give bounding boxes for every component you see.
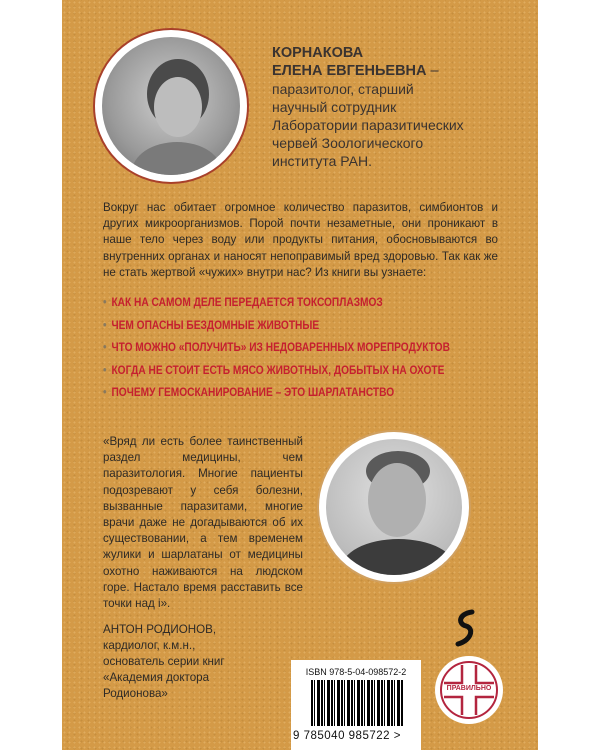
- topic-item: • ЧЕМ ОПАСНЫ БЕЗДОМНЫЕ ЖИВОТНЫЕ: [103, 317, 320, 332]
- topics-list: [103, 291, 498, 404]
- topic-item: • ПОЧЕМУ ГЕМОСКАНИРОВАНИЕ – ЭТО ШАРЛАТАНСТВО: [103, 385, 395, 400]
- author-bio-line: червей Зоологического: [272, 135, 424, 151]
- author-surname: КОРНАКОВА: [272, 45, 364, 61]
- endorsement-signature: [103, 622, 303, 702]
- endorser-title: Родионова»: [103, 687, 168, 701]
- author-info: [272, 44, 464, 170]
- author-bio-line: Лаборатории паразитических: [272, 117, 464, 133]
- topic-item: • КОГДА НЕ СТОИТ ЕСТЬ МЯСО ЖИВОТНЫХ, ДОБЫТЫХ НА ОХОТЕ: [103, 362, 445, 377]
- description-section: [103, 200, 498, 404]
- barcode-digits: 9 785040 985722 >: [293, 730, 401, 742]
- topic-item: • КАК НА САМОМ ДЕЛЕ ПЕРЕДАЕТСЯ ТОКСОПЛАЗМОЗ: [103, 295, 383, 310]
- author-bio-line: института РАН.: [272, 153, 373, 169]
- author-photo-kornakova: [93, 28, 249, 184]
- barcode-icon: [311, 680, 403, 726]
- pravilno-stamp: [435, 656, 503, 724]
- publisher-logo-icon: [452, 608, 478, 648]
- topic-item: • ЧТО МОЖНО «ПОЛУЧИТЬ» ИЗ НЕДОВАРЕННЫХ МОРЕПРОДУКТОВ: [103, 340, 450, 355]
- intro-paragraph: Вокруг нас обитает огромное количество паразитов, симбионтов и других микроорганизмов. Порой почти незаметные, они проникают в наше тело через воду или продукты питания, обосновываются во внутренних органах и наносят непоправимый вред здоровью. Так как же не стать жертвой «чужих» внутри нас? Из книги вы узнаете:: [103, 201, 498, 279]
- endorser-title: кардиолог, к.м.н.,: [103, 639, 196, 653]
- author-bio-line: паразитолог, старший: [272, 81, 414, 97]
- endorsement-quote: «Вряд ли есть более таинственный раздел медицины, чем паразитология. Многие пациенты подозревают у себя болезни, вызванные паразитами, многие врачи даже не догадываются об их существовании, а тем временем жулики и шарлатаны от медицины охотно наживаются на людском горе. Настало время расставить все точки над i».: [103, 435, 303, 611]
- endorser-photo-rodionov: [317, 430, 471, 584]
- author-bio-line: научный сотрудник: [272, 99, 397, 115]
- endorser-title: «Академия доктора: [103, 671, 210, 685]
- author-given-names: ЕЛЕНА ЕВГЕНЬЕВНА: [272, 63, 427, 79]
- endorsement-section: [103, 434, 303, 702]
- endorser-name: АНТОН РОДИОНОВ,: [103, 623, 217, 637]
- isbn-barcode: [291, 660, 421, 750]
- stamp-label: ПРАВИЛЬНО: [446, 685, 492, 692]
- author-dash: –: [426, 63, 439, 79]
- endorser-title: основатель серии книг: [103, 655, 225, 669]
- isbn-number: ISBN 978-5-04-098572-2: [305, 667, 407, 677]
